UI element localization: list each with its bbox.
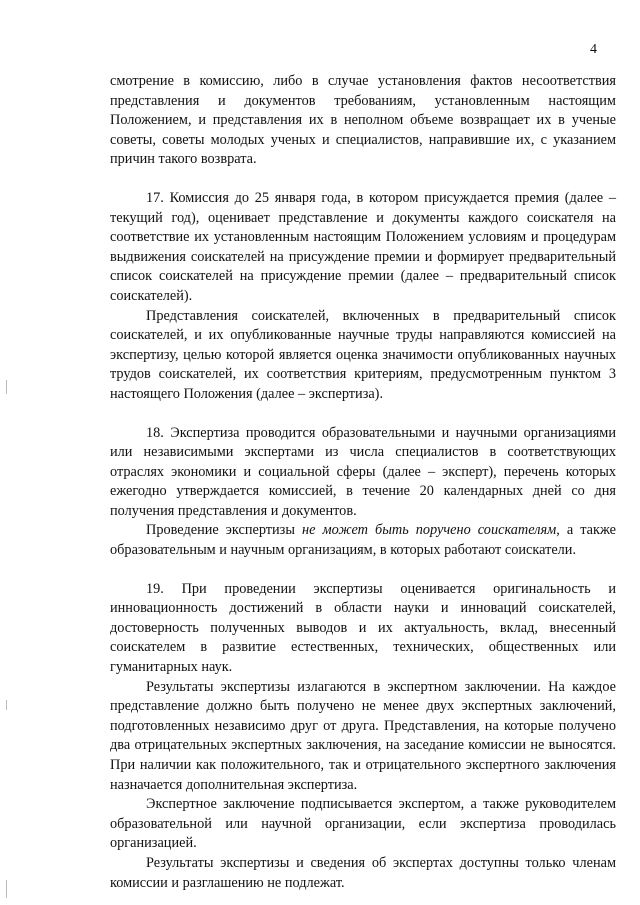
paragraph-item-18: 18. Экспертиза проводится образовательными и научными организациями или независимыми экспертами из числа специалистов в соответствующих отраслях экономики и социальной сферы (далее – эксперт), перечень которых ежегодно утверждается комиссией, в течение 20 календарных дней со дня получения представления и документов. [110,424,616,519]
paragraph-italic-text: не может быть поручено соискателям [301,522,557,539]
scan-edge-mark [6,700,7,710]
paragraph-continuation: смотрение в комиссию, либо в случае установления фактов несоответствия представления и документов требованиям, установленным настоящим Положением, и представления их в неполном объеме возвращает их в ученые советы, советы молодых ученых и специалистов, направившие их, с указанием причин такого возврата. [110,73,616,168]
paragraph-expert-conclusion: Результаты экспертизы излагаются в экспертном заключении. На каждое представление должно быть получено не менее двух экспертных заключений, подготовленных независимо друг от друга. Представления, на которые получено два отрицательных экспертных заключения, на заседание комиссии не выносятся. При наличии как положительного, так и отрицательного экспертного заключения назначается дополнительная экспертиза. [110,678,616,793]
paragraph-conclusion-signature: Экспертное заключение подписывается экспертом, а также руководителем образовательной или научной организации, если экспертиза проводилась организацией. [110,796,616,852]
page-number: 4 [590,42,597,57]
paragraph-text: , а также образовательным и научным организациям, в которых работают соискатели. [110,522,617,559]
paragraph-expertise-referral: Представления соискателей, включенных в предварительный список соискателей, и их опубликованные научные труды направляются комиссией на экспертизу, целью которой является оценка значимости опубликованных научных трудов соискателей, их соответствия критериям, предусмотренным пунктом 3 настоящего Положения (далее – экспертиза). [110,307,616,402]
scan-edge-mark [6,380,7,394]
paragraph-item-19: 19. При проведении экспертизы оценивается оригинальность и инновационность достижений в области науки и инноваций соискателей, достоверность полученных выводов и их актуальность, вклад, внесенный соискателем в развитие естественных, технических, общественных или гуманитарных наук. [110,580,616,676]
document-body [110,72,616,893]
paragraph-text: Проведение экспертизы [146,522,302,539]
paragraph-confidentiality: Результаты экспертизы и сведения об экспертах доступны только членам комиссии и разглашению не подлежат. [110,854,616,891]
scan-edge-mark [6,880,7,898]
paragraph-expertise-restriction [110,521,616,560]
paragraph-item-17: 17. Комиссия до 25 января года, в котором присуждается премия (далее – текущий год), оценивает представление и документы каждого соискателя на соответствие их установленным настоящим Положением условиям и процедурам выдвижения соискателей на присуждение премии и формирует предварительный список соискателей на присуждение премии (далее – предварительный список соискателей). [110,189,616,304]
